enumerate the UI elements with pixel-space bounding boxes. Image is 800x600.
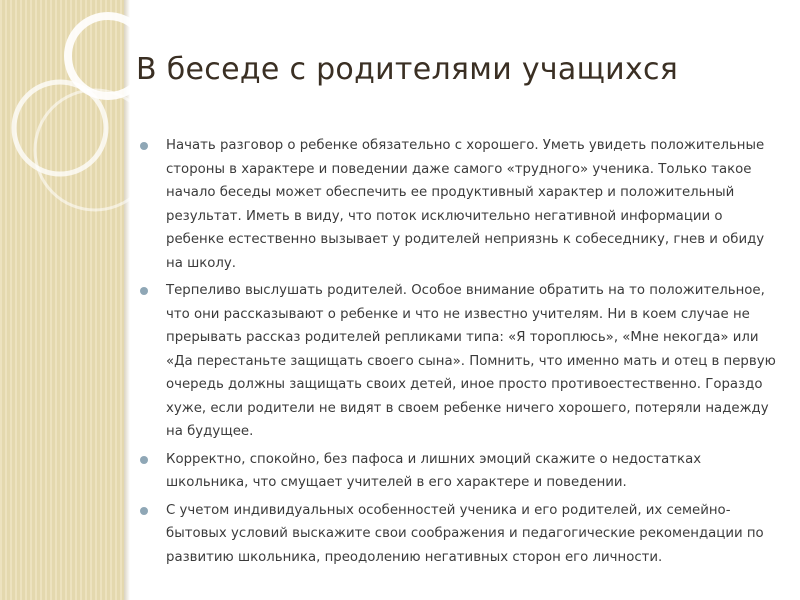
bullet-dot-icon [140, 287, 148, 295]
bullet-dot-icon [140, 142, 148, 150]
bullet-dot-icon [140, 507, 148, 515]
slide-title: В беседе с родителями учащихся [136, 52, 679, 87]
bullet-item [136, 279, 776, 444]
bullet-item [136, 499, 776, 570]
bullet-text: Корректно, спокойно, без пафоса и лишних эмоций скажите о недостатках школьника, что смущает учителей в его характере и поведении. [166, 451, 702, 490]
bullet-item [136, 448, 776, 495]
bullet-list [136, 134, 776, 573]
bullet-dot-icon [140, 456, 148, 464]
bullet-text: Начать разговор о ребенке обязательно с хорошего. Уметь увидеть положительные стороны в характере и поведении даже самого «трудного» ученика. Только такое начало беседы может обеспечить ее продуктивный характер и положительный результат. Иметь в виду, что поток исключительно негативной информации о ребенке естественно вызывает у родителей неприязнь к собеседнику, гнев и обиду на школу. [166, 138, 765, 271]
bullet-text: С учетом индивидуальных особенностей ученика и его родителей, их семейно-бытовых условий выскажите свои соображения и педагогические рекомендации по развитию школьника, преодолению негативных сторон его личности. [166, 502, 764, 565]
bullet-text: Терпеливо выслушать родителей. Особое внимание обратить на то положительное, что они рассказывают о ребенке и что не известно учителям. Ни в коем случае не прерывать рассказ родителей репликами типа: «Я тороплюсь», «Мне некогда» или «Да перестаньте защищать своего сына». Помнить, что именно мать и отец в первую очередь должны защищать своих детей, иное просто противоестественно. Гораздо хуже, если родители не видят в своем ребенке ничего хорошего, потеряли надежду на будущее. [166, 283, 776, 439]
bullet-item [136, 134, 776, 275]
